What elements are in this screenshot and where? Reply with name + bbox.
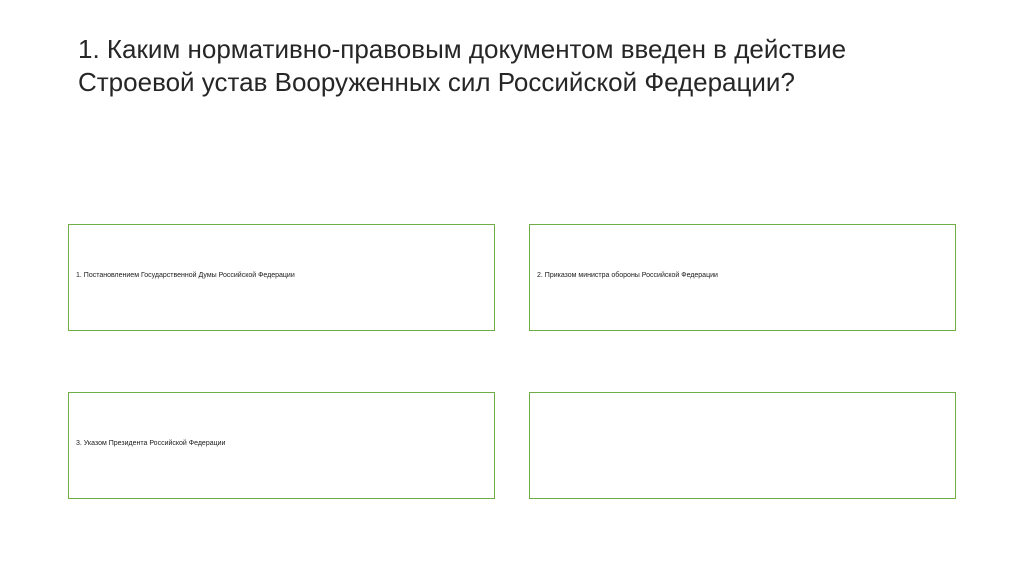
- answer-option-1-label: 1. Постановлением Государственной Думы Российской Федерации: [76, 272, 295, 279]
- answer-option-2[interactable]: [529, 224, 956, 331]
- answer-option-4[interactable]: [529, 392, 956, 499]
- answer-option-2-label: 2. Приказом министра обороны Российской Федерации: [537, 272, 718, 279]
- answer-option-3[interactable]: [68, 392, 495, 499]
- answer-option-3-label: 3. Указом Президента Российской Федерации: [76, 440, 226, 447]
- answer-option-1[interactable]: [68, 224, 495, 331]
- question-title-line-1: 1. Каким нормативно-правовым документом введен в действие: [78, 34, 847, 64]
- question-title: [78, 33, 978, 99]
- question-title-line-2: Строевой устав Вооруженных сил Российской Федерации?: [78, 67, 795, 97]
